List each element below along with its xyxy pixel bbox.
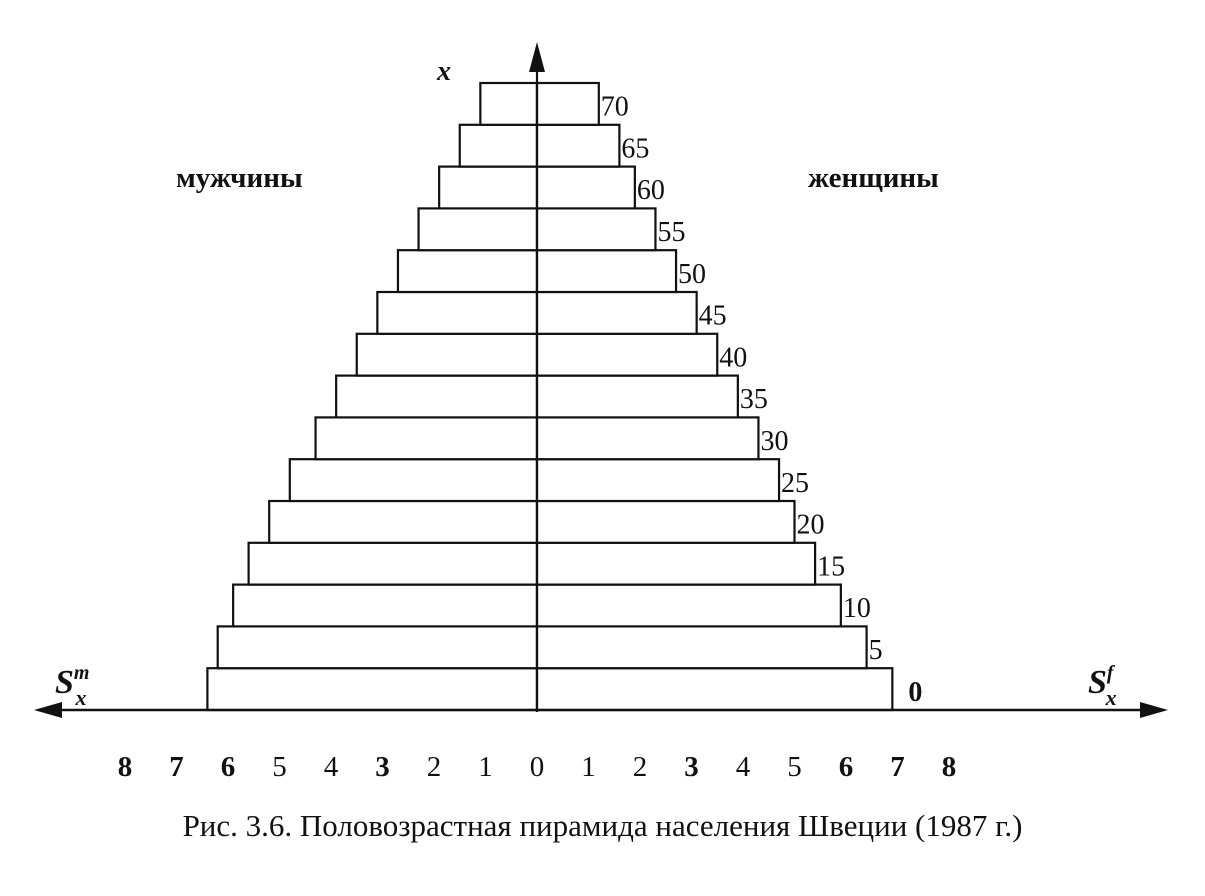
age-label-20: 20 xyxy=(796,509,825,541)
bar-women-age-50 xyxy=(537,250,676,292)
x-tick-left-1: 1 xyxy=(478,751,493,783)
age-label-45: 45 xyxy=(698,300,727,332)
bar-women-age-60 xyxy=(537,167,635,209)
bar-men-age-20 xyxy=(269,501,537,543)
age-label-50: 50 xyxy=(678,258,707,290)
bars-group xyxy=(207,83,892,710)
bar-women-age-20 xyxy=(537,501,795,543)
bar-women-age-10 xyxy=(537,585,841,627)
bar-men-age-10 xyxy=(233,585,537,627)
x-tick-left-5: 5 xyxy=(272,751,287,783)
right-axis-label-sup: f xyxy=(1106,662,1114,684)
age-label-0: 0 xyxy=(908,676,923,708)
left-axis-arrowhead xyxy=(34,702,62,718)
bar-women-age-55 xyxy=(537,208,655,250)
age-label-55: 55 xyxy=(657,217,686,249)
age-label-5: 5 xyxy=(868,635,883,667)
right-axis-label-base: S xyxy=(1088,664,1107,701)
right-axis-label-sub: x xyxy=(1105,685,1117,710)
left-axis-label-base: S xyxy=(55,664,74,701)
age-label-35: 35 xyxy=(739,384,768,416)
bar-women-age-65 xyxy=(537,125,619,167)
age-label-65: 65 xyxy=(621,133,650,165)
age-label-70: 70 xyxy=(600,91,629,123)
age-label-15: 15 xyxy=(817,551,846,583)
vertical-axis-arrowhead xyxy=(529,42,545,72)
x-tick-left-7: 7 xyxy=(169,751,184,783)
bar-men-age-0 xyxy=(207,668,537,710)
group-label-women: женщины xyxy=(808,162,939,194)
bar-men-age-55 xyxy=(419,208,537,250)
y-axis-label: x xyxy=(437,56,451,87)
bar-women-age-0 xyxy=(537,668,892,710)
x-tick-left-3: 3 xyxy=(375,751,390,783)
x-tick-right-6: 6 xyxy=(838,751,854,783)
bar-men-age-25 xyxy=(290,459,537,501)
x-tick-right-1: 1 xyxy=(581,751,596,783)
bar-women-age-5 xyxy=(537,626,867,668)
x-tick-left-8: 8 xyxy=(117,751,133,783)
bar-men-age-40 xyxy=(357,334,537,376)
tick-labels-group xyxy=(118,751,957,783)
bar-men-age-65 xyxy=(460,125,537,167)
bar-women-age-70 xyxy=(537,83,599,125)
bar-women-age-35 xyxy=(537,376,738,418)
age-label-10: 10 xyxy=(842,593,871,625)
bar-men-age-60 xyxy=(439,167,537,209)
left-axis-label-sub: x xyxy=(75,685,87,710)
x-tick-right-8: 8 xyxy=(941,751,957,783)
bar-men-age-30 xyxy=(316,417,537,459)
x-tick-left-2: 2 xyxy=(426,751,442,783)
x-tick-right-5: 5 xyxy=(787,751,802,783)
x-tick-right-3: 3 xyxy=(684,751,699,783)
group-label-men: мужчины xyxy=(176,162,303,194)
figure-caption: Рис. 3.6. Половозрастная пирамида населения Швеции (1987 г.) xyxy=(182,808,1023,843)
x-tick-right-4: 4 xyxy=(735,751,751,783)
x-tick-right-7: 7 xyxy=(890,751,905,783)
right-axis-label xyxy=(1088,662,1117,710)
bar-women-age-40 xyxy=(537,334,717,376)
bar-women-age-45 xyxy=(537,292,697,334)
x-tick-zero-0: 0 xyxy=(529,751,545,783)
bar-men-age-50 xyxy=(398,250,537,292)
age-label-25: 25 xyxy=(781,467,810,499)
left-axis-label-sup: m xyxy=(73,662,90,684)
bar-women-age-30 xyxy=(537,417,758,459)
bar-men-age-70 xyxy=(480,83,537,125)
x-tick-left-4: 4 xyxy=(323,751,339,783)
bar-women-age-15 xyxy=(537,543,815,585)
bar-men-age-5 xyxy=(218,626,537,668)
age-label-60: 60 xyxy=(636,175,665,207)
bar-women-age-25 xyxy=(537,459,779,501)
age-label-30: 30 xyxy=(760,426,789,458)
bar-men-age-15 xyxy=(249,543,537,585)
age-label-40: 40 xyxy=(719,342,748,374)
right-axis-arrowhead xyxy=(1140,702,1168,718)
x-tick-right-2: 2 xyxy=(632,751,648,783)
x-tick-left-6: 6 xyxy=(220,751,236,783)
bar-men-age-45 xyxy=(377,292,537,334)
bar-men-age-35 xyxy=(336,376,537,418)
